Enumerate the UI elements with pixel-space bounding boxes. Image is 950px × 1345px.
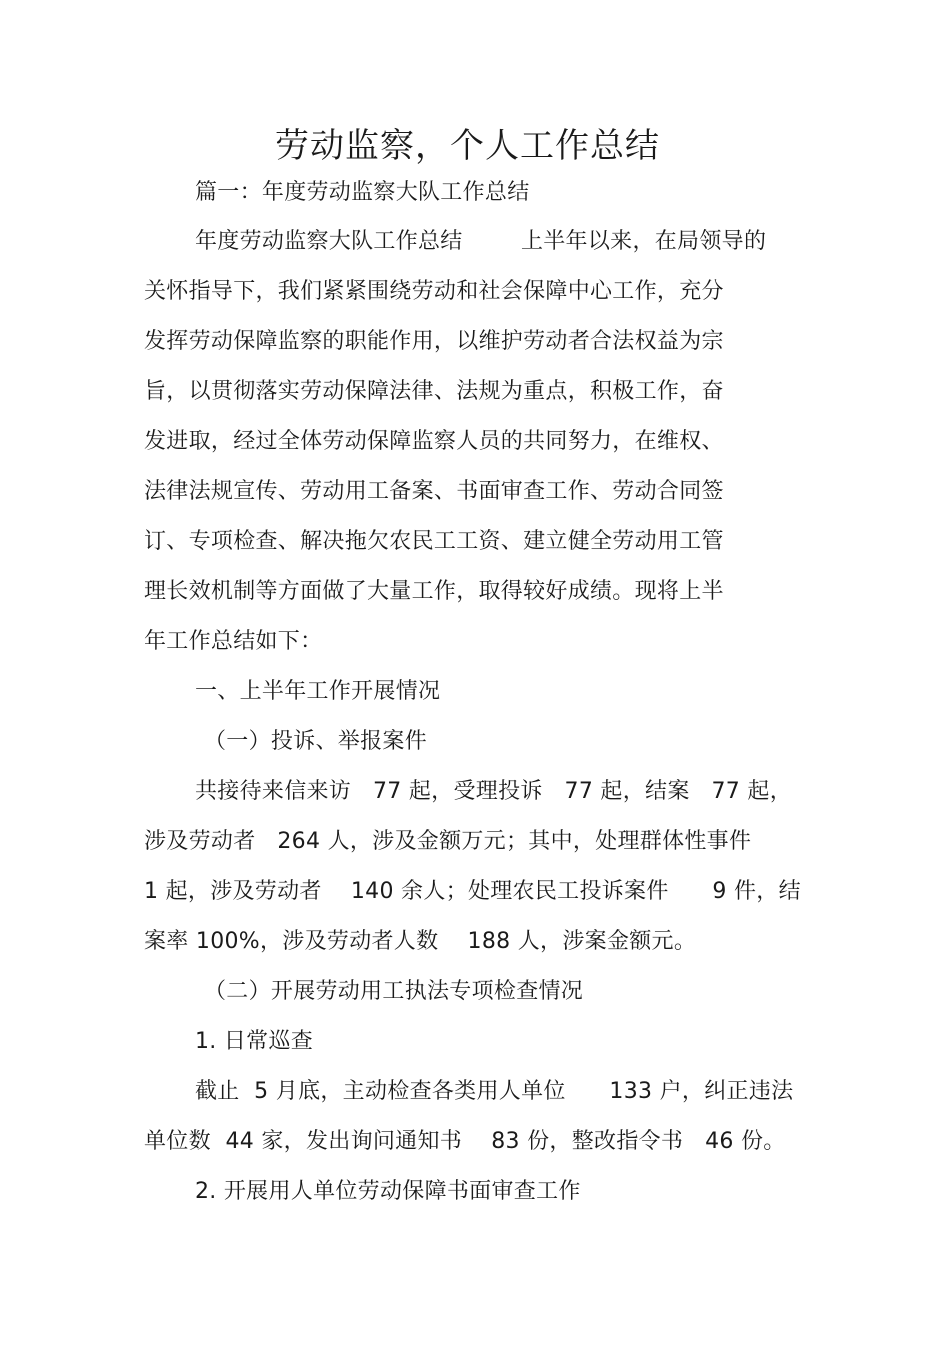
paragraph-line: 1 起，涉及劳动者 140 余人；处理农民工投诉案件 9 件，结 bbox=[144, 879, 801, 904]
subsection-heading: （一）投诉、举报案件 bbox=[204, 729, 428, 754]
paragraph-line: 订、专项检查、解决拖欠农民工工资、建立健全劳动用工管 bbox=[144, 529, 724, 554]
list-item-heading: 2. 开展用人单位劳动保障书面审查工作 bbox=[195, 1179, 581, 1204]
list-item-heading: 1. 日常巡查 bbox=[195, 1029, 314, 1054]
paragraph-line: 案率 100%，涉及劳动者人数 188 人，涉案金额元。 bbox=[144, 929, 697, 954]
paragraph-line: 旨，以贯彻落实劳动保障法律、法规为重点，积极工作，奋 bbox=[144, 379, 724, 404]
paragraph-line: 单位数 44 家，发出询问通知书 83 份，整改指令书 46 份。 bbox=[144, 1129, 786, 1154]
paragraph-line: 共接待来信来访 77 起，受理投诉 77 起，结案 77 起， bbox=[195, 779, 793, 804]
paragraph-line: 发进取，经过全体劳动保障监察人员的共同努力，在维权、 bbox=[144, 429, 724, 454]
paragraph-line: 发挥劳动保障监察的职能作用，以维护劳动者合法权益为宗 bbox=[144, 329, 724, 354]
paragraph-line: 关怀指导下，我们紧紧围绕劳动和社会保障中心工作，充分 bbox=[144, 279, 724, 304]
paragraph-line: 理长效机制等方面做了大量工作，取得较好成绩。现将上半 bbox=[144, 579, 724, 604]
paragraph-line: 年度劳动监察大队工作总结 上半年以来，在局领导的 bbox=[195, 229, 767, 254]
section-heading: 篇一：年度劳动监察大队工作总结 bbox=[195, 180, 530, 205]
paragraph-line: 涉及劳动者 264 人，涉及金额万元；其中，处理群体性事件 bbox=[144, 829, 752, 854]
paragraph-line: 法律法规宣传、劳动用工备案、书面审查工作、劳动合同签 bbox=[144, 479, 724, 504]
document-title: 劳动监察，个人工作总结 bbox=[275, 126, 660, 166]
paragraph-line: 截止 5 月底，主动检查各类用人单位 133 户，纠正违法 bbox=[195, 1079, 794, 1104]
section-heading: 一、上半年工作开展情况 bbox=[195, 679, 441, 704]
subsection-heading: （二）开展劳动用工执法专项检查情况 bbox=[204, 979, 584, 1004]
paragraph-line: 年工作总结如下： bbox=[144, 629, 323, 654]
